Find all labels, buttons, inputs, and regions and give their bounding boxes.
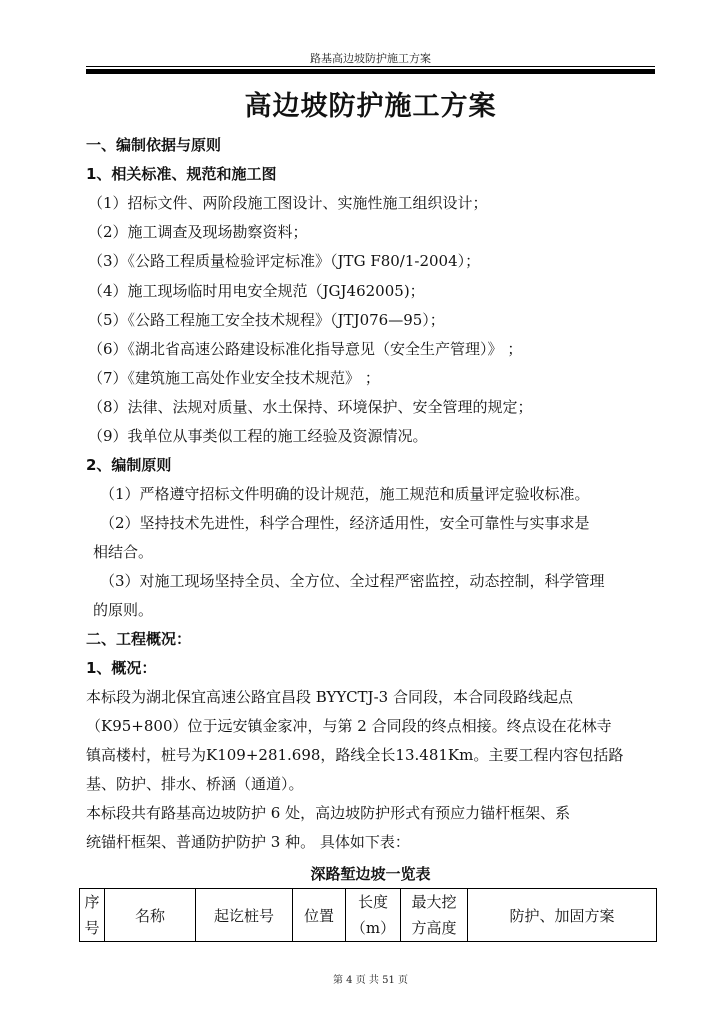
header-length-top: 长度: [357, 893, 388, 911]
header-depth-top: 最大挖: [411, 893, 457, 911]
basis-item: （2）施工调查及现场勘察资料；: [88, 223, 308, 241]
subsection-heading-standards: 1、相关标准、规范和施工图: [86, 165, 277, 183]
subsection-heading-summary: 1、概况：: [86, 659, 157, 677]
basis-item: （3）《公路工程质量检验评定标准》（JTG F80/1-2004）；: [88, 252, 481, 270]
subsection-heading-principles: 2、编制原则: [86, 456, 172, 474]
overview-line: 本标段为湖北保宜高速公路宜昌段 BYYCTJ-3 合同段，本合同段路线起点: [86, 688, 573, 706]
overview-line: 基、防护、排水、桥涵（通道）。: [86, 775, 304, 793]
principle-line: （1）严格遵守招标文件明确的设计规范，施工规范和质量评定验收标准。: [100, 485, 590, 503]
principle-line: （3）对施工现场坚持全员、全方位、全过程严密监控，动态控制，科学管理: [100, 572, 605, 590]
header-seq-bottom: 号: [84, 919, 100, 937]
principle-line: 的原则。: [93, 601, 154, 619]
principle-line: 相结合。: [93, 543, 154, 561]
overview-line: （K95+800）位于远安镇金家冲，与第 2 合同段的终点相接。终点设在花林寺: [86, 717, 612, 735]
header-seq: [80, 889, 105, 942]
principle-line: （2）坚持技术先进性，科学合理性，经济适用性，安全可靠性与实事求是: [100, 514, 590, 532]
overview-line: 本标段共有路基高边坡防护 6 处，高边坡防护形式有预应力锚杆框架、系: [86, 804, 571, 822]
document-title: 高边坡防护施工方案: [244, 91, 497, 122]
basis-item: （7）《建筑施工高处作业安全技术规范》 ；: [88, 369, 380, 387]
header-position: 位置: [293, 889, 346, 942]
header-rule-thin: [86, 66, 655, 67]
header-rule-thick: [86, 69, 655, 74]
table-header-row: [80, 889, 657, 942]
header-name: 名称: [105, 889, 196, 942]
basis-item: （1）招标文件、两阶段施工图设计、实施性施工组织设计；: [88, 194, 488, 212]
slope-table: [79, 888, 657, 942]
overview-line: 镇高楼村，桩号为K109+281.698，路线全长13.481Km。主要工程内容包括路: [86, 746, 624, 764]
header-station: 起讫桩号: [196, 889, 293, 942]
page-footer: 第 4 页 共 51 页: [333, 975, 408, 986]
section-heading-overview: 二、工程概况：: [86, 630, 192, 648]
basis-item: （4）施工现场临时用电安全规范（JGJ462005)；: [88, 282, 425, 300]
header-seq-top: 序: [84, 893, 100, 911]
basis-item: （9）我单位从事类似工程的施工经验及资源情况。: [88, 427, 428, 445]
basis-item: （6）《湖北省高速公路建设标准化指导意见（安全生产管理）》 ；: [88, 340, 523, 358]
basis-item: （5）《公路工程施工安全技术规程》（JTJ076—95）；: [88, 311, 445, 329]
header-depth-bottom: 方高度: [411, 919, 457, 937]
table-title: 深路堑边坡一览表: [310, 865, 431, 883]
page-header: 路基高边坡防护施工方案: [310, 52, 431, 65]
header-length: [346, 889, 401, 942]
header-length-bottom: （m）: [350, 919, 396, 937]
basis-item: （8）法律、法规对质量、水土保持、环境保护、安全管理的规定；: [88, 398, 533, 416]
section-heading-basis: 一、编制依据与原则: [86, 136, 222, 154]
overview-line: 统锚杆框架、普通防护防护 3 种。 具体如下表：: [86, 833, 410, 851]
header-scheme: 防护、加固方案: [468, 889, 657, 942]
header-depth: [401, 889, 468, 942]
